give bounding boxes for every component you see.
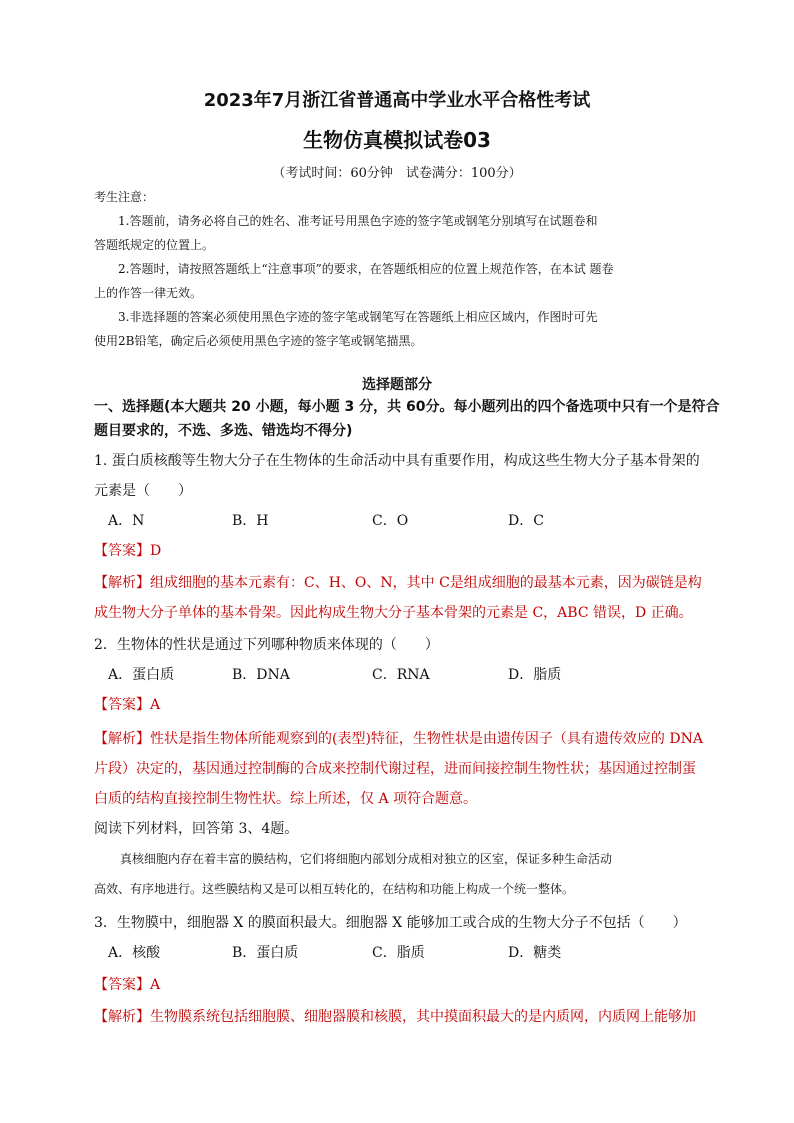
notice-line: 答题纸规定的位置上。 [94, 238, 215, 252]
option-c: C．RNA [372, 667, 430, 683]
analysis-text: 白质的结构直接控制生物性状。综上所述，仅 A 项符合题意。 [94, 791, 478, 807]
analysis-text: 生物膜系统包括细胞膜、细胞器膜和核膜，其中摸面积最大的是内质网，内质网上能够加 [150, 1009, 696, 1025]
analysis-line [94, 1006, 696, 1026]
notice-line: 2.答题时，请按照答题纸上“注意事项”的要求，在答题纸相应的位置上规范作答，在本试 题卷 [118, 262, 614, 276]
answer-label: 【答案】 [94, 977, 150, 993]
section-instruction: 一、选择题(本大题共 20 小题，每小题 3 分，共 60分。每小题列出的四个备选项中只有一个是符合 [94, 399, 720, 415]
answer-line [94, 540, 161, 560]
option-d: D．C [508, 513, 544, 529]
notice-heading: 考生注意： [94, 190, 155, 204]
analysis-text: 片段）决定的，基因通过控制酶的合成来控制代谢过程，进而间接控制生物性状；基因通过控制蛋 [94, 761, 696, 777]
option-b: B．DNA [232, 667, 290, 683]
section-title: 选择题部分 [362, 377, 432, 393]
option-a: A．N [108, 513, 145, 529]
analysis-text: 性状是指生物体所能观察到的(表型)特征，生物性状是由遗传因子（具有遗传效应的 DNA [150, 731, 703, 747]
answer-value: A [150, 977, 161, 993]
answer-value: A [150, 697, 161, 713]
reading-intro: 阅读下列材料，回答第 3、4题。 [94, 821, 299, 837]
analysis-line [94, 728, 703, 748]
option-b: B．H [232, 513, 269, 529]
section-instruction: 题目要求的，不选、多选、错选均不得分) [94, 423, 353, 439]
analysis-line [94, 572, 702, 592]
option-a: A．蛋白质 [108, 667, 175, 683]
answer-label: 【答案】 [94, 697, 150, 713]
analysis-label: 【解析】 [94, 1009, 150, 1025]
analysis-text: 组成细胞的基本元素有：C、H、O、N，其中 C是组成细胞的最基本元素，因为碳链是构 [150, 575, 702, 591]
paper-subtitle: 生物仿真模拟试卷03 [303, 128, 491, 152]
notice-line: 上的作答一律无效。 [94, 286, 203, 300]
option-d: D．糖类 [508, 945, 562, 961]
analysis-text: 成生物大分子单体的基本骨架。因此构成生物大分子基本骨架的元素是 C，ABC 错误，D 正确。 [94, 605, 693, 621]
notice-line: 1.答题前，请务必将自己的姓名、准考证号用黑色字迹的签字笔或钢笔分别填写在试题卷和 [118, 214, 598, 228]
exam-title: 2023年7月浙江省普通高中学业水平合格性考试 [203, 90, 591, 111]
option-d: D．脂质 [508, 667, 562, 683]
analysis-label: 【解析】 [94, 731, 150, 747]
answer-label: 【答案】 [94, 543, 150, 559]
question-stem: 1. 蛋白质核酸等生物大分子在生物体的生命活动中具有重要作用，构成这些生物大分子基本骨架的 [94, 453, 700, 469]
option-b: B．蛋白质 [232, 945, 299, 961]
answer-value: D [150, 543, 162, 559]
notice-line: 使用2B铅笔，确定后必须使用黑色字迹的签字笔或钢笔描黑。 [94, 334, 423, 348]
notice-line: 3.非选择题的答案必须使用黑色字迹的签字笔或钢笔写在答题纸上相应区域内，作图时可先 [118, 310, 598, 324]
question-stem: 3．生物膜中，细胞器 X 的膜面积最大。细胞器 X 能够加工或合成的生物大分子不包括（ ） [94, 915, 687, 931]
option-c: C．O [372, 513, 409, 529]
option-a: A．核酸 [108, 945, 161, 961]
reading-passage: 真核细胞内存在着丰富的膜结构，它们将细胞内部划分成相对独立的区室，保证多种生命活动 [120, 852, 613, 866]
question-stem: 2．生物体的性状是通过下列哪种物质来体现的（ ） [94, 637, 439, 653]
option-c: C．脂质 [372, 945, 425, 961]
answer-line [94, 974, 160, 994]
question-stem: 元素是（ ） [94, 483, 192, 499]
answer-line [94, 694, 160, 714]
reading-passage: 高效、有序地进行。这些膜结构又是可以相互转化的，在结构和功能上构成一个统一整体。 [94, 882, 575, 896]
analysis-label: 【解析】 [94, 575, 150, 591]
exam-info: （考试时间：60分钟 试卷满分：100分） [272, 166, 522, 181]
